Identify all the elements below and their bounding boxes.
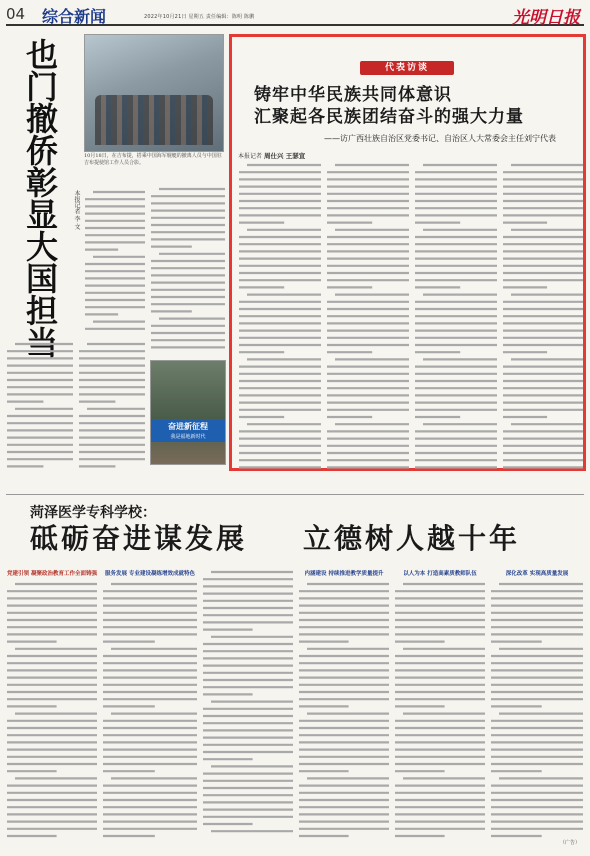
photo-caption: 10月18日，在吉布提，搭乘中国海军舰艇的撤离人员与中国驻吉布提使馆工作人员合影。 [84, 153, 222, 166]
text-lines [394, 580, 486, 838]
left-story-text-block [84, 188, 146, 336]
text-lines [298, 580, 390, 838]
bottom-story-kicker: 菏泽医学专科学校： [30, 505, 156, 521]
text-lines [502, 161, 584, 471]
left-story-title: 也门撤侨彰显大国担当 [21, 38, 59, 358]
section-title: 综合新闻 [42, 7, 107, 26]
text-lines [150, 185, 226, 355]
bottom-title-part2: 立德树人越十年 [303, 522, 521, 555]
text-lines [414, 161, 498, 471]
text-lines [202, 568, 294, 838]
news-photo [150, 360, 226, 465]
left-story-text-block [78, 340, 146, 470]
campaign-badge [151, 420, 225, 442]
interview-tag: 代表访谈 [360, 61, 454, 75]
bottom-section-heading: 内涵建设 持续推进教学质量提升 [304, 571, 384, 577]
interview-article[interactable] [229, 34, 586, 471]
bottom-column [490, 568, 584, 838]
byline-label: 本报记者 [238, 153, 263, 160]
photo-crowd [95, 95, 213, 145]
bottom-section-heading: 深化改革 实现高质量发展 [505, 571, 569, 577]
left-story-text-block [6, 340, 74, 470]
text-lines [102, 580, 198, 838]
masthead-logo: 光明日报 [512, 8, 580, 28]
bottom-section-heading: 党建引领 凝聚政治教育工作全面铸强 [7, 571, 97, 577]
bottom-column [394, 568, 486, 838]
bottom-title-part1: 砥砺奋进谋发展 [30, 522, 248, 555]
section-divider [6, 494, 584, 495]
issue-meta: 2022年10月21日 星期五 责任编辑：陈明 陈鹏 [144, 14, 255, 20]
bottom-section-heading: 服务发展 专业建设凝练增效成就特色 [105, 571, 195, 577]
bottom-column [102, 568, 198, 838]
text-lines [84, 188, 146, 336]
interview-column [326, 161, 410, 471]
interview-column [502, 161, 584, 471]
evacuation-photo [84, 34, 224, 152]
interview-column [414, 161, 498, 471]
ad-label: （广告） [559, 840, 580, 846]
left-story-byline: 本报记者 李 文 [73, 190, 80, 230]
bottom-column [6, 568, 98, 838]
text-lines [238, 161, 322, 471]
campaign-badge-subtitle: 我是福地新时代 [170, 434, 206, 440]
left-story-text-block [150, 185, 226, 355]
bottom-story-title [30, 522, 570, 556]
text-lines [78, 340, 146, 470]
campaign-badge-title: 奋进新征程 [168, 422, 208, 431]
page-number: 04 [6, 5, 26, 23]
byline-names: 周仕兴 王瑟宣 [263, 152, 306, 160]
text-lines [6, 580, 98, 838]
bottom-section-heading: 以人为本 打造高素质教师队伍 [403, 571, 477, 577]
interview-title-line1: 铸牢中华民族共同体意识 [254, 85, 452, 105]
text-lines [490, 580, 584, 838]
text-lines [326, 161, 410, 471]
interview-subtitle: ——访广西壮族自治区党委书记、自治区人大常委会主任刘宁代表 [324, 134, 556, 143]
interview-byline [238, 151, 305, 160]
interview-column [238, 161, 322, 471]
text-lines [6, 340, 74, 470]
page-header [6, 4, 584, 26]
bottom-column [298, 568, 390, 838]
interview-title-line2: 汇聚起各民族团结奋斗的强大力量 [254, 107, 524, 127]
bottom-column [202, 568, 294, 838]
